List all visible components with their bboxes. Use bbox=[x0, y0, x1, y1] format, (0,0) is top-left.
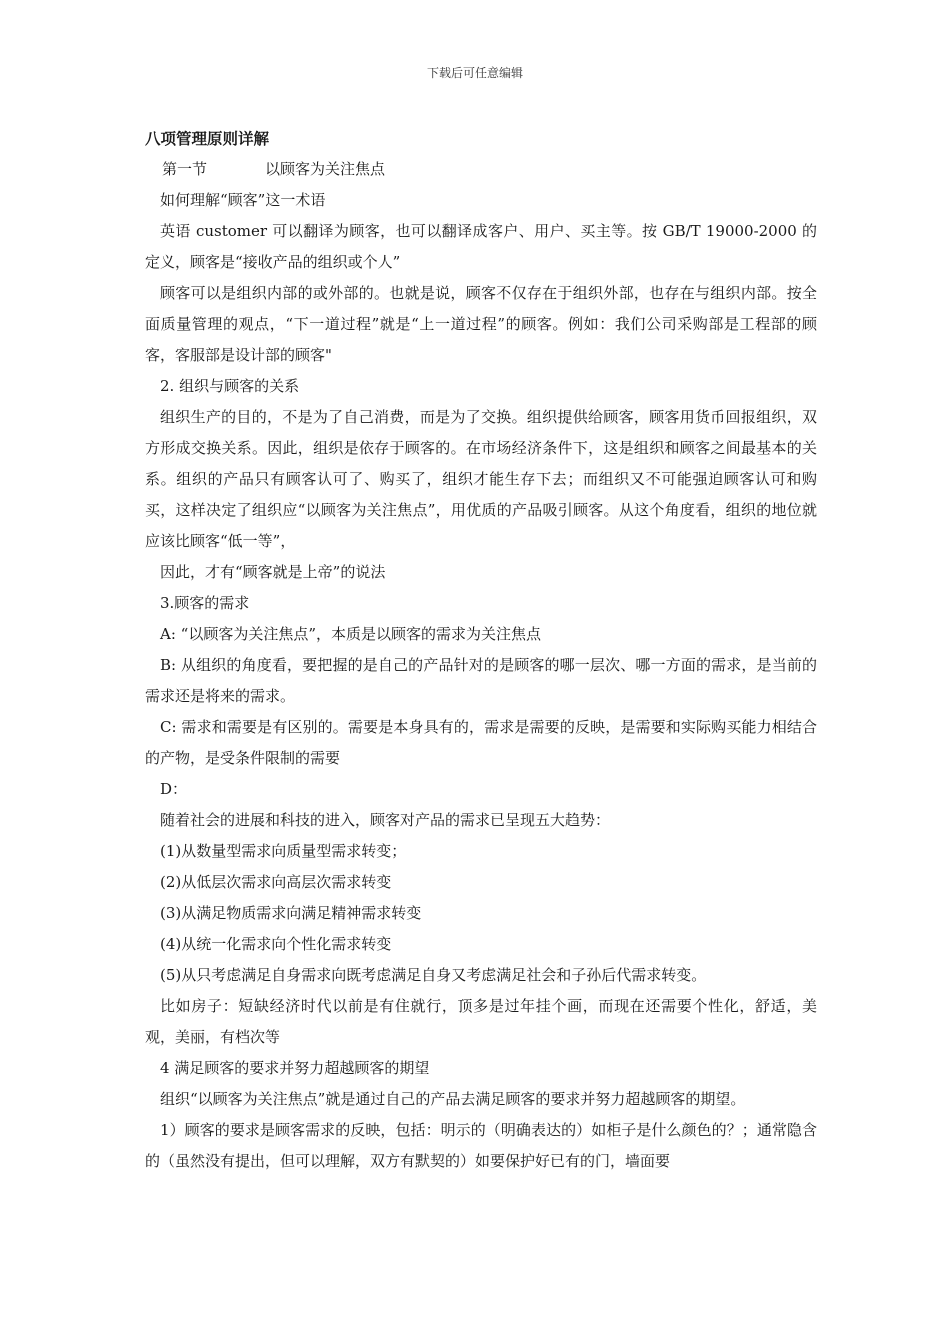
paragraph: 2. 组织与顾客的关系 bbox=[160, 377, 300, 395]
document-body bbox=[145, 124, 817, 1177]
paragraph: 组织生产的目的，不是为了自己消费，而是为了交换。组织提供给顾客，顾客用货币回报组织，双方形成交换关系。因此，组织是依存于顾客的。在市场经济条件下，这是组织和顾客之间最基本的关系。组织的产品只有顾客认可了、购买了，组织才能生存下去；而组织又不可能强迫顾客认可和购买，这样决定了组织应“以顾客为关注焦点”，用优质的产品吸引顾客。从这个角度看，组织的地位就应该比顾客“低一等”， bbox=[145, 408, 817, 550]
paragraph: 1）顾客的要求是顾客需求的反映，包括：明示的（明确表达的）如柜子是什么颜色的？；通常隐含的（虽然没有提出，但可以理解，双方有默契的）如要保护好已有的门，墙面要 bbox=[145, 1121, 817, 1170]
paragraph: C: 需求和需要是有区别的。需要是本身具有的，需求是需要的反映，是需要和实际购买能力相结合的产物，是受条件限制的需要 bbox=[145, 718, 817, 767]
section-title: 以顾客为关注焦点 bbox=[265, 160, 386, 178]
section-label: 第一节 bbox=[162, 160, 208, 178]
page-header: 下载后可任意编辑 bbox=[426, 66, 523, 80]
paragraph: 随着社会的进展和科技的进入，顾客对产品的需求已呈现五大趋势： bbox=[160, 811, 611, 829]
paragraph: B: 从组织的角度看，要把握的是自己的产品针对的是顾客的哪一层次、哪一方面的需求，是当前的需求还是将来的需求。 bbox=[145, 656, 817, 705]
paragraph: D： bbox=[160, 780, 188, 798]
paragraph: 组织“以顾客为关注焦点”就是通过自己的产品去满足顾客的要求并努力超越顾客的期望。 bbox=[160, 1090, 746, 1108]
list-item: (5)从只考虑满足自身需求向既考虑满足自身又考虑满足社会和子孙后代需求转变。 bbox=[160, 966, 707, 984]
paragraph: 英语 customer 可以翻译为顾客，也可以翻译成客户、用户、买主等。按 GB/T 19000-2000 的定义，顾客是“接收产品的组织或个人” bbox=[145, 222, 817, 271]
paragraph: 如何理解“顾客”这一术语 bbox=[160, 191, 326, 209]
paragraph: 4 满足顾客的要求并努力超越顾客的期望 bbox=[160, 1059, 430, 1077]
list-item: (2)从低层次需求向高层次需求转变 bbox=[160, 873, 392, 891]
document-title: 八项管理原则详解 bbox=[145, 129, 270, 148]
section-heading bbox=[145, 154, 817, 185]
paragraph: 3.顾客的需求 bbox=[160, 594, 250, 612]
list-item: (3)从满足物质需求向满足精神需求转变 bbox=[160, 904, 422, 922]
list-item: (4)从统一化需求向个性化需求转变 bbox=[160, 935, 392, 953]
paragraph: A: “以顾客为关注焦点”，本质是以顾客的需求为关注焦点 bbox=[160, 625, 541, 643]
paragraph: 比如房子：短缺经济时代以前是有住就行，顶多是过年挂个画，而现在还需要个性化，舒适，美观，美丽，有档次等 bbox=[145, 997, 817, 1046]
paragraph: 因此，才有“顾客就是上帝”的说法 bbox=[160, 563, 386, 581]
paragraph: 顾客可以是组织内部的或外部的。也就是说，顾客不仅存在于组织外部，也存在与组织内部。按全面质量管理的观点，“下一道过程”就是“上一道过程”的顾客。例如：我们公司采购部是工程部的顾客，客服部是设计部的顾客" bbox=[145, 284, 817, 364]
list-item: (1)从数量型需求向质量型需求转变； bbox=[160, 842, 407, 860]
